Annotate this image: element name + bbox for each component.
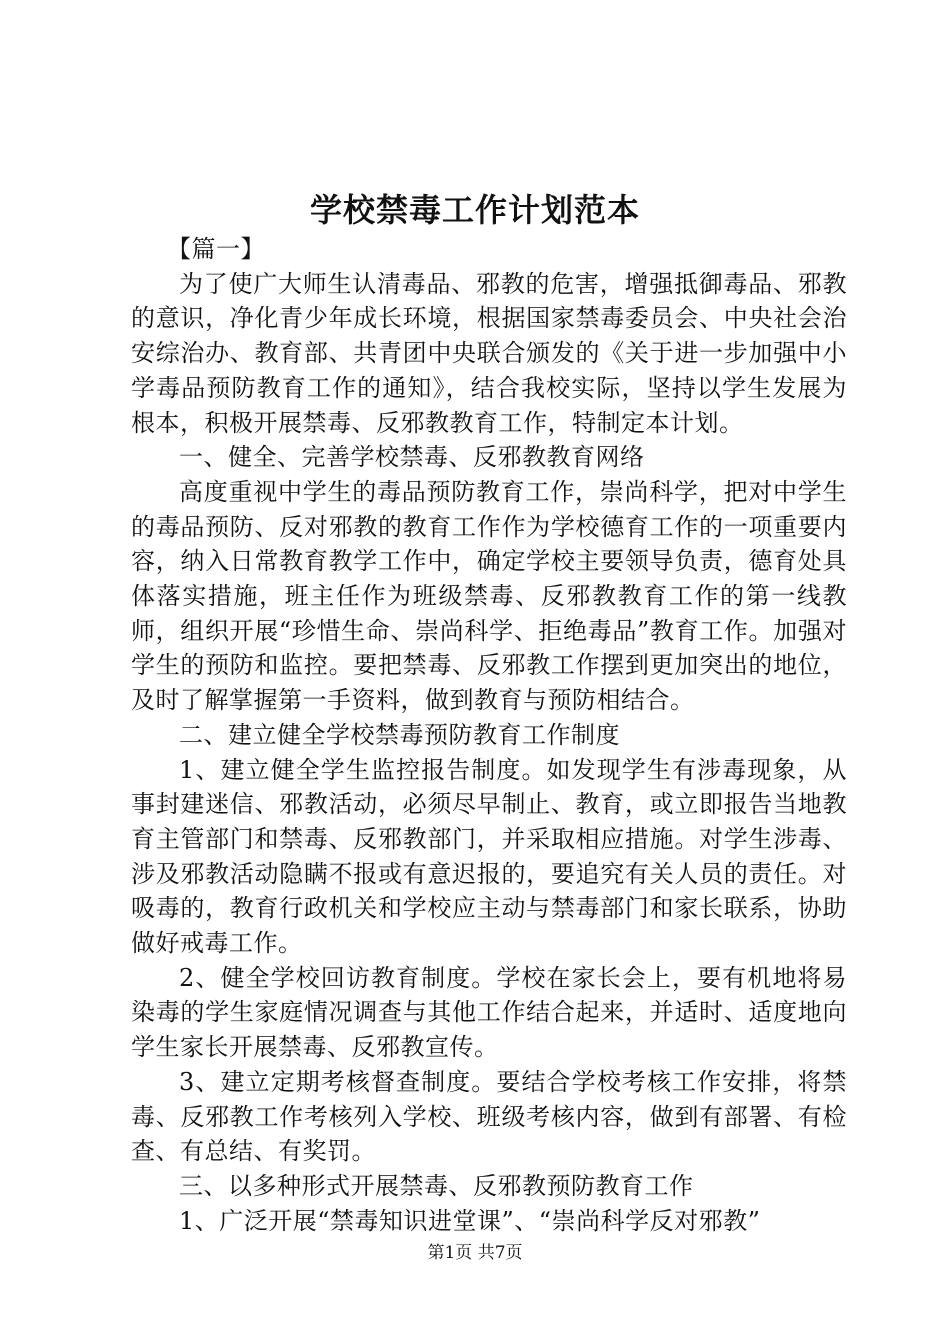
paragraph-intro: 为了使广大师生认清毒品、邪教的危害，增强抵御毒品、邪教的意识，净化青少年成长环境，根据国家禁毒委员会、中央社会治安综治办、教育部、共青团中央联合颁发的《关于进一步加强中小学毒品预防教育工作的通知》，结合我校实际，坚持以学生发展为根本，积极开展禁毒、反邪教教育工作，特制定本计划。 <box>131 269 847 437</box>
section-tag: 【篇一】 <box>167 235 265 263</box>
heading-section-1: 一、健全、完善学校禁毒、反邪教教育网络 <box>179 443 645 472</box>
heading-section-3: 三、以多种形式开展禁毒、反邪教预防教育工作 <box>179 1171 694 1200</box>
document-body <box>131 232 847 1238</box>
document-title: 学校禁毒工作计划范本 <box>309 191 640 229</box>
paragraph-item-2: 2、健全学校回访教育制度。学校在家长会上，要有机地将易染毒的学生家庭情况调查与其他工作结合起来，并适时、适度地向学生家长开展禁毒、反邪教宣传。 <box>131 963 847 1062</box>
heading-section-2: 二、建立健全学校禁毒预防教育工作制度 <box>179 720 620 749</box>
paragraph-section-3-item-1: 1、广泛开展“禁毒知识进堂课”、“崇尚科学反对邪教” <box>179 1206 761 1235</box>
paragraph-item-1: 1、建立健全学生监控报告制度。如发现学生有涉毒现象，从事封建迷信、邪教活动，必须尽早制止、教育，或立即报告当地教育主管部门和禁毒、反邪教部门，并采取相应措施。对学生涉毒、涉及邪教活动隐瞒不报或有意迟报的，要追究有关人员的责任。对吸毒的，教育行政机关和学校应主动与禁毒部门和家长联系，协助做好戒毒工作。 <box>131 755 847 958</box>
paragraph-section-1: 高度重视中学生的毒品预防教育工作，崇尚科学，把对中学生的毒品预防、反对邪教的教育工作作为学校德育工作的一项重要内容，纳入日常教育教学工作中，确定学校主要领导负责，德育处具体落实措施，班主任作为班级禁毒、反邪教教育工作的第一线教师，组织开展“珍惜生命、崇尚科学、拒绝毒品”教育工作。加强对学生的预防和监控。要把禁毒、反邪教工作摆到更加突出的地位，及时了解掌握第一手资料，做到教育与预防相结合。 <box>131 477 847 715</box>
page-footer: 第1页 共7页 <box>427 1243 523 1263</box>
paragraph-item-3: 3、建立定期考核督查制度。要结合学校考核工作安排，将禁毒、反邪教工作考核列入学校、班级考核内容，做到有部署、有检查、有总结、有奖罚。 <box>131 1067 847 1166</box>
